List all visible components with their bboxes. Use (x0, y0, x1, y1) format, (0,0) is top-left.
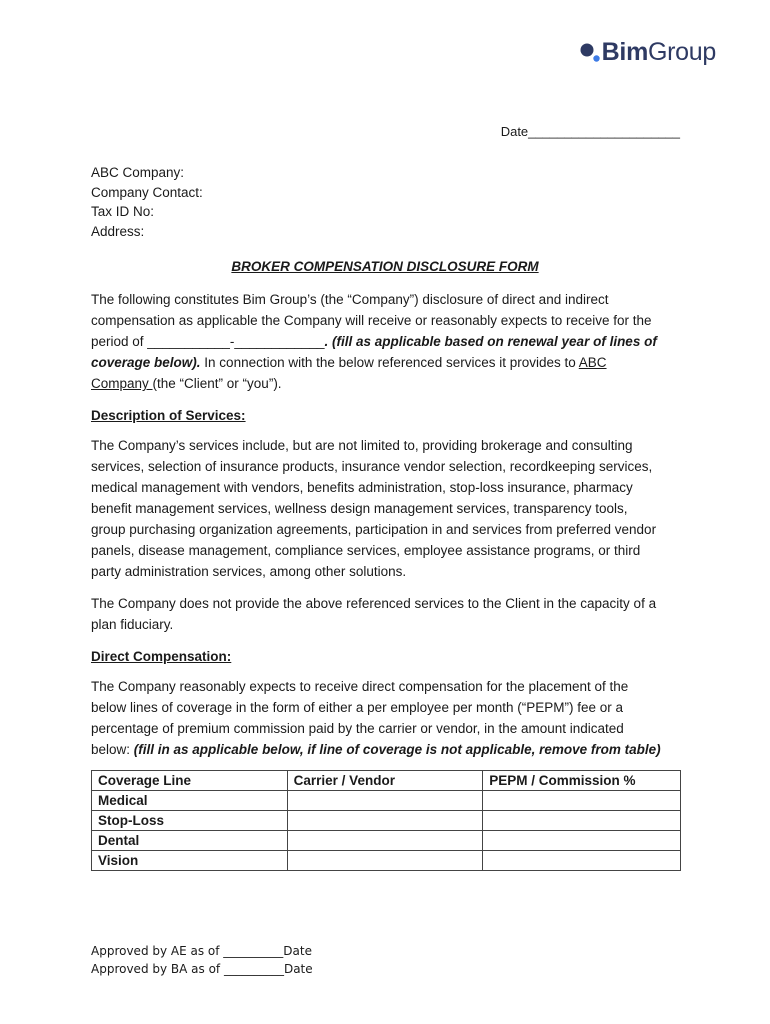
table-header-row (92, 771, 681, 791)
table-row (92, 831, 681, 851)
commission-cell[interactable] (483, 851, 681, 871)
coverage-cell: Medical (92, 791, 288, 811)
bimgroup-logo (579, 38, 716, 67)
commission-cell[interactable] (483, 831, 681, 851)
company-name-line: ABC Company: (91, 165, 185, 180)
address-block (91, 163, 203, 241)
approvals-block (91, 942, 313, 978)
table-row (92, 791, 681, 811)
header-coverage-line: Coverage Line (92, 771, 288, 791)
description-heading: Description of Services: (91, 408, 246, 423)
carrier-cell[interactable] (287, 831, 483, 851)
coverage-table (91, 770, 681, 871)
intro-paragraph: The following constitutes Bim Group’s (the “Company”) disclosure of direct and indirect compensation as applicable the Company will receive or reasonably expects to receive for the period of ___________-____________. (fill as applicable based on renewal year of lines of coverage below). In connection with the below referenced services it provides to ABC Company (the “Client” or “you”). (91, 292, 657, 391)
carrier-cell[interactable] (287, 851, 483, 871)
logo-text: BimGroup (601, 38, 716, 66)
carrier-cell[interactable] (287, 791, 483, 811)
coverage-cell: Dental (92, 831, 288, 851)
logo-mark-icon (579, 42, 601, 64)
tax-id-line: Tax ID No: (91, 204, 155, 219)
services-paragraph: The Company’s services include, but are not limited to, providing brokerage and consulting services, selection of insurance products, insurance vendor selection, recordkeeping services, medical management with vendors, benefits administration, stop-loss insurance, pharmacy benefit management services, wellness design management services, transparency tools, group purchasing organization agreements, participation in and services from preferred vendor panels, disease management, compliance services, employee assistance programs, or third party administration services, among other solutions. (91, 438, 657, 579)
fiduciary-paragraph: The Company does not provide the above referenced services to the Client in the capacity of a plan fiduciary. (91, 596, 657, 632)
approved-by-ba-line: Approved by BA as of __________Date (91, 962, 313, 976)
header-pepm-commission: PEPM / Commission % (483, 771, 681, 791)
direct-compensation-paragraph: The Company reasonably expects to receive direct compensation for the placement of the below lines of coverage in the form of either a per employee per month (“PEPM”) fee or a percentage of premium commission paid by the carrier or vendor, in the amount indicated below: (fill in as applicable below, if line of coverage is not applicable, remove from table) (91, 679, 661, 757)
coverage-cell: Vision (92, 851, 288, 871)
commission-cell[interactable] (483, 791, 681, 811)
table-row (92, 851, 681, 871)
approved-by-ae-line: Approved by AE as of __________Date (91, 944, 312, 958)
date-line: Date_____________________ (500, 124, 680, 139)
carrier-cell[interactable] (287, 811, 483, 831)
form-title: BROKER COMPENSATION DISCLOSURE FORM (231, 259, 539, 274)
header-carrier-vendor: Carrier / Vendor (287, 771, 483, 791)
address-line: Address: (91, 223, 145, 239)
table-row (92, 811, 681, 831)
coverage-cell: Stop-Loss (92, 811, 288, 831)
company-contact-line: Company Contact: (91, 184, 203, 200)
direct-compensation-heading: Direct Compensation: (91, 649, 232, 664)
commission-cell[interactable] (483, 811, 681, 831)
